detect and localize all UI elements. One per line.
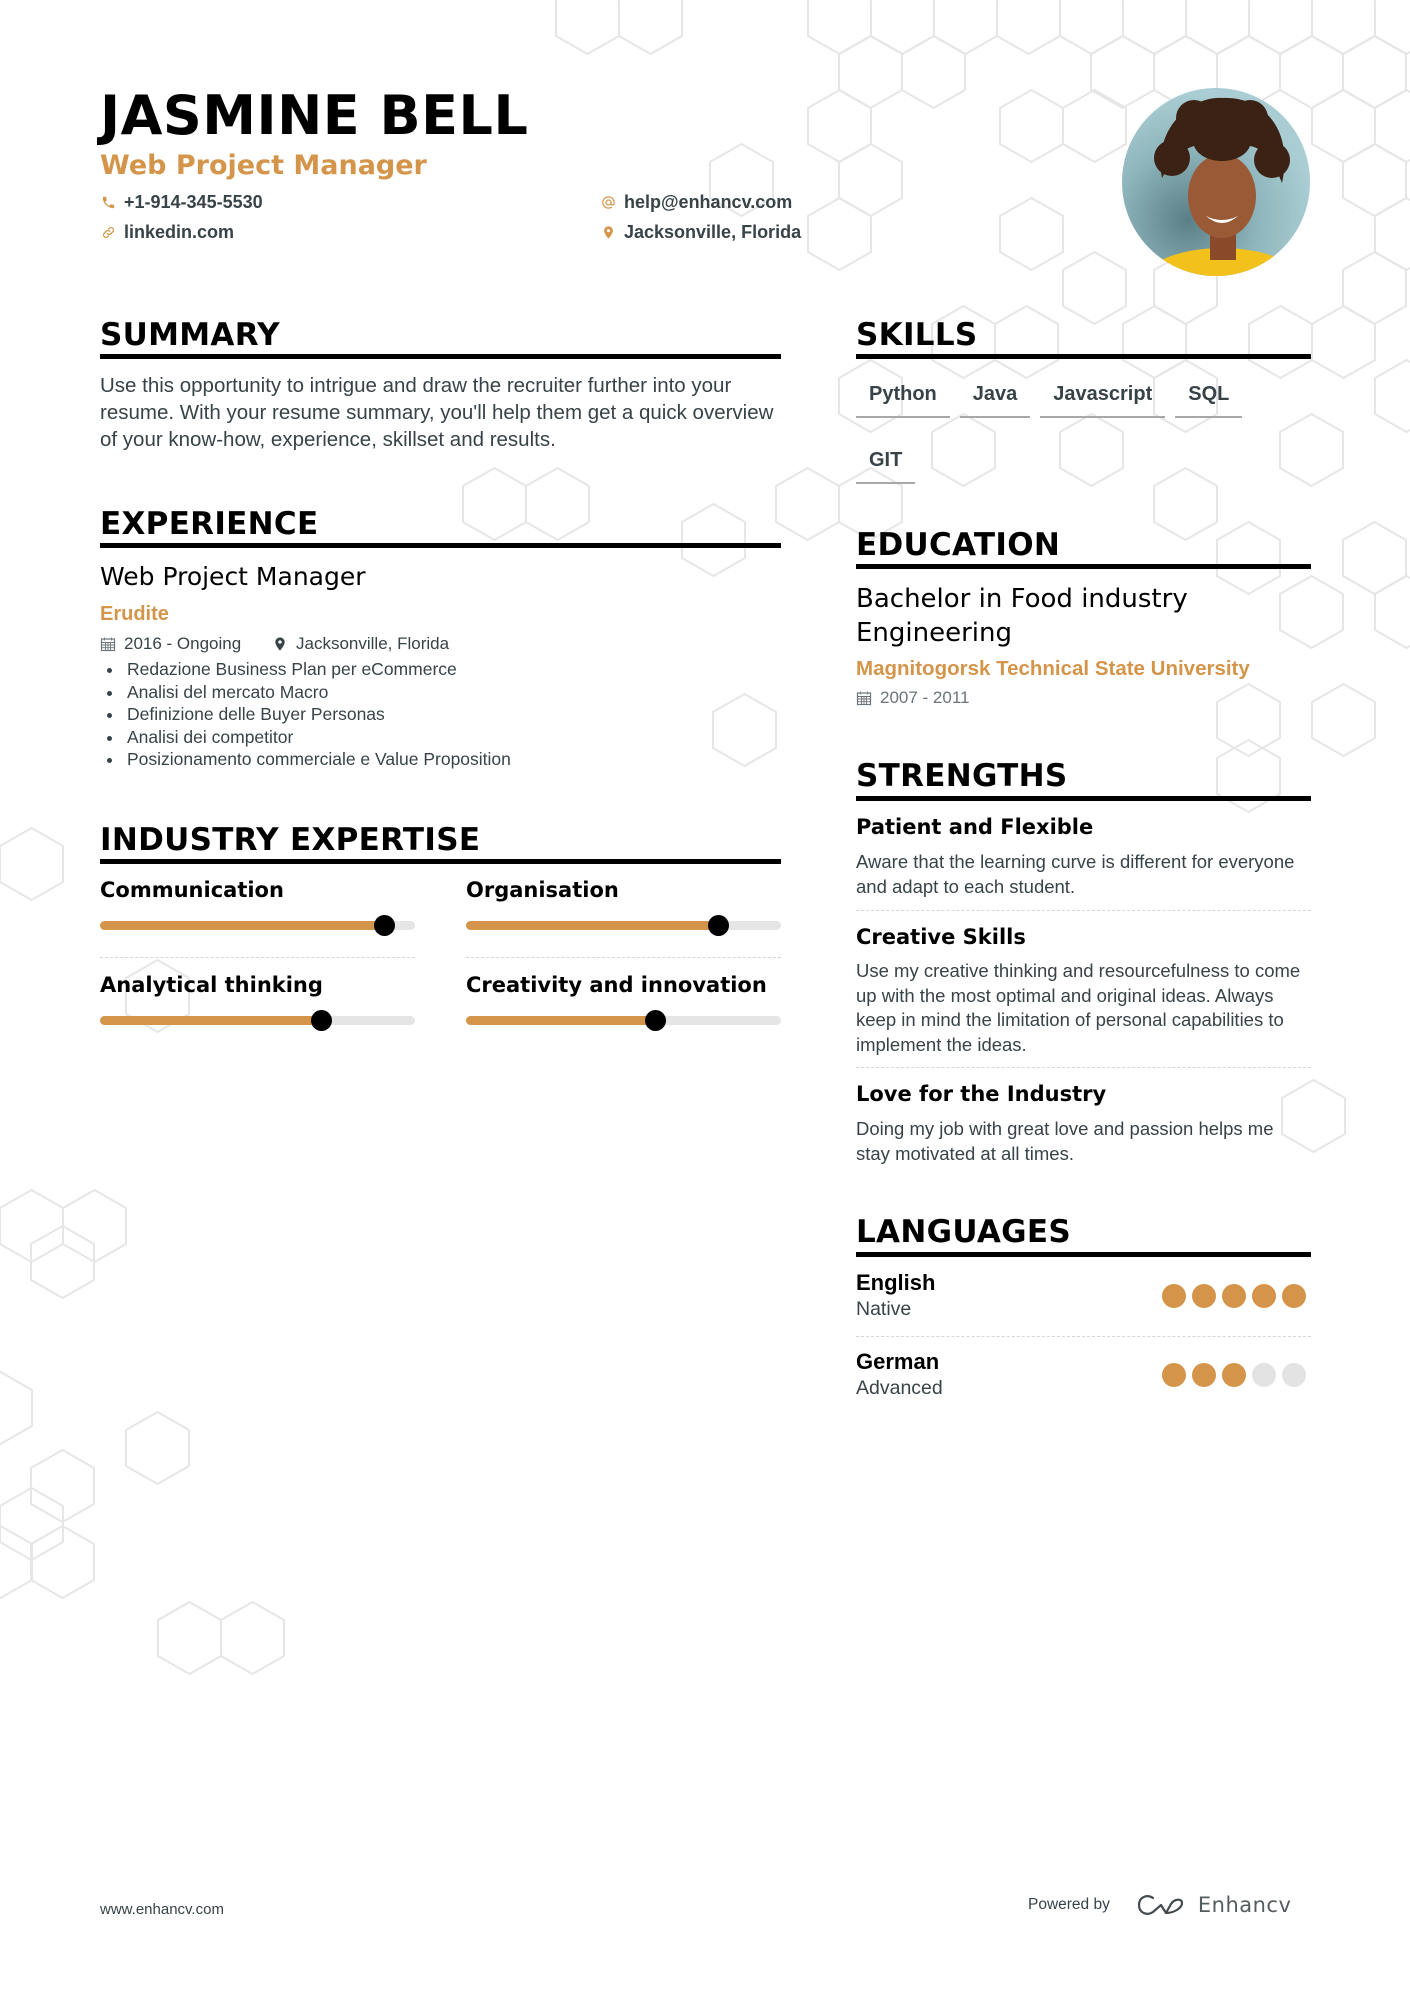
- portrait-illustration: [1122, 88, 1310, 276]
- expertise-knob: [374, 915, 395, 936]
- job-bullet: Posizionamento commerciale e Value Proposition: [100, 748, 511, 771]
- languages-heading: LANGUAGES: [856, 1214, 1071, 1250]
- candidate-role: Web Project Manager: [100, 150, 427, 181]
- email-address[interactable]: help@enhancv.com: [624, 192, 793, 212]
- expertise-fill: [466, 921, 718, 930]
- location-text: Jacksonville, Florida: [624, 222, 802, 242]
- expertise-separator: [100, 957, 415, 958]
- expertise-slider: [100, 921, 415, 930]
- rating-dot-filled: [1162, 1363, 1186, 1387]
- expertise-knob: [311, 1010, 332, 1031]
- skills-list: [856, 370, 1311, 502]
- rating-dot-empty: [1282, 1363, 1306, 1387]
- contact-website[interactable]: [100, 223, 234, 241]
- expertise-item: [466, 975, 781, 1025]
- expertise-knob: [708, 915, 729, 936]
- job-bullets: [100, 658, 511, 771]
- calendar-icon: [856, 690, 872, 706]
- strengths-divider: [856, 796, 1311, 801]
- expertise-divider: [100, 859, 781, 864]
- expertise-slider: [100, 1016, 415, 1025]
- job-bullet: Redazione Business Plan per eCommerce: [100, 658, 511, 681]
- phone-number: +1-914-345-5530: [124, 192, 263, 212]
- phone-icon: [100, 193, 116, 211]
- language-level: Advanced: [856, 1377, 943, 1399]
- language-name: German: [856, 1349, 940, 1374]
- experience-divider: [100, 543, 781, 548]
- rating-dot-filled: [1222, 1363, 1246, 1387]
- strengths-heading: STRENGTHS: [856, 758, 1068, 794]
- expertise-item: [100, 880, 415, 930]
- skill-tag: Java: [960, 370, 1031, 418]
- strength-description: Use my creative thinking and resourcefulness to come up with the most optimal and original ideas. Always keep in mind the limitation of personal capabilities to implement the ideas.: [856, 960, 1301, 1055]
- skill-tag: GIT: [856, 436, 915, 484]
- contact-location: [600, 223, 801, 241]
- strength-title: Creative Skills: [856, 925, 1026, 949]
- map-pin-icon: [272, 636, 288, 652]
- job-bullet: Analisi del mercato Macro: [100, 681, 511, 704]
- expertise-item: [466, 880, 781, 930]
- expertise-fill: [100, 1016, 321, 1025]
- summary-divider: [100, 354, 781, 359]
- school-name: Magnitogorsk Technical State University: [856, 657, 1250, 680]
- strength-description: Doing my job with great love and passion helps me stay motivated at all times.: [856, 1118, 1274, 1164]
- languages-divider: [856, 1252, 1311, 1257]
- experience-heading: EXPERIENCE: [100, 506, 319, 542]
- contact-phone[interactable]: [100, 193, 263, 211]
- rating-dot-filled: [1282, 1284, 1306, 1308]
- skill-tag: Javascript: [1040, 370, 1165, 418]
- job-bullet: Definizione delle Buyer Personas: [100, 703, 511, 726]
- summary-heading: SUMMARY: [100, 317, 280, 353]
- expertise-label: Communication: [100, 878, 284, 902]
- job-title: Web Project Manager: [100, 562, 366, 591]
- education-dates: [856, 688, 969, 708]
- education-divider: [856, 564, 1311, 569]
- map-pin-icon: [600, 223, 616, 241]
- skill-tag: Python: [856, 370, 950, 418]
- expertise-slider: [466, 921, 781, 930]
- profile-photo: [1122, 88, 1310, 276]
- at-icon: [600, 193, 616, 211]
- expertise-slider: [466, 1016, 781, 1025]
- expertise-label: Organisation: [466, 878, 619, 902]
- expertise-label: Creativity and innovation: [466, 973, 767, 997]
- candidate-name: JASMINE BELL: [100, 84, 529, 147]
- language-rating: [1162, 1284, 1312, 1308]
- job-dates: [100, 634, 241, 654]
- job-dates-text: 2016 - Ongoing: [124, 634, 242, 653]
- language-rating: [1162, 1363, 1312, 1387]
- expertise-fill: [100, 921, 384, 930]
- expertise-heading: INDUSTRY EXPERTISE: [100, 822, 481, 858]
- summary-text: Use this opportunity to intrigue and draw the recruiter further into your resume. With your resume summary, you'll help them get a quick overview of your know-how, experience, skillset and results.: [100, 374, 774, 451]
- rating-dot-filled: [1192, 1363, 1216, 1387]
- footer-website[interactable]: www.enhancv.com: [100, 1901, 224, 1918]
- skill-tag: SQL: [1175, 370, 1242, 418]
- expertise-fill: [466, 1016, 655, 1025]
- job-location: [272, 634, 449, 654]
- strength-separator: [856, 1067, 1311, 1068]
- job-location-text: Jacksonville, Florida: [296, 634, 450, 653]
- rating-dot-empty: [1252, 1363, 1276, 1387]
- powered-by-label: Powered by: [1028, 1896, 1110, 1913]
- company-name: Erudite: [100, 603, 169, 625]
- strength-title: Patient and Flexible: [856, 815, 1094, 839]
- contact-email[interactable]: [600, 193, 792, 211]
- enhancv-logo-icon: [1136, 1893, 1186, 1917]
- rating-dot-filled: [1162, 1284, 1186, 1308]
- language-separator: [856, 1336, 1311, 1337]
- expertise-knob: [645, 1010, 666, 1031]
- rating-dot-filled: [1222, 1284, 1246, 1308]
- language-name: English: [856, 1270, 936, 1295]
- education-dates-text: 2007 - 2011: [880, 688, 970, 707]
- footer-branding[interactable]: [1028, 1893, 1291, 1917]
- education-heading: EDUCATION: [856, 527, 1061, 563]
- expertise-item: [100, 975, 415, 1025]
- job-bullet: Analisi dei competitor: [100, 726, 511, 749]
- rating-dot-filled: [1252, 1284, 1276, 1308]
- skills-heading: SKILLS: [856, 317, 978, 353]
- degree-title: Bachelor in Food industry Engineering: [856, 584, 1188, 648]
- expertise-separator: [466, 957, 781, 958]
- calendar-icon: [100, 636, 116, 652]
- rating-dot-filled: [1192, 1284, 1216, 1308]
- language-level: Native: [856, 1298, 912, 1320]
- strength-separator: [856, 910, 1311, 911]
- website-link[interactable]: linkedin.com: [124, 222, 235, 242]
- enhancv-brand-name: Enhancv: [1197, 1893, 1292, 1917]
- strength-title: Love for the Industry: [856, 1082, 1107, 1106]
- link-icon: [100, 223, 116, 241]
- skills-divider: [856, 354, 1311, 359]
- strength-description: Aware that the learning curve is different for everyone and adapt to each student.: [856, 851, 1295, 897]
- expertise-label: Analytical thinking: [100, 973, 323, 997]
